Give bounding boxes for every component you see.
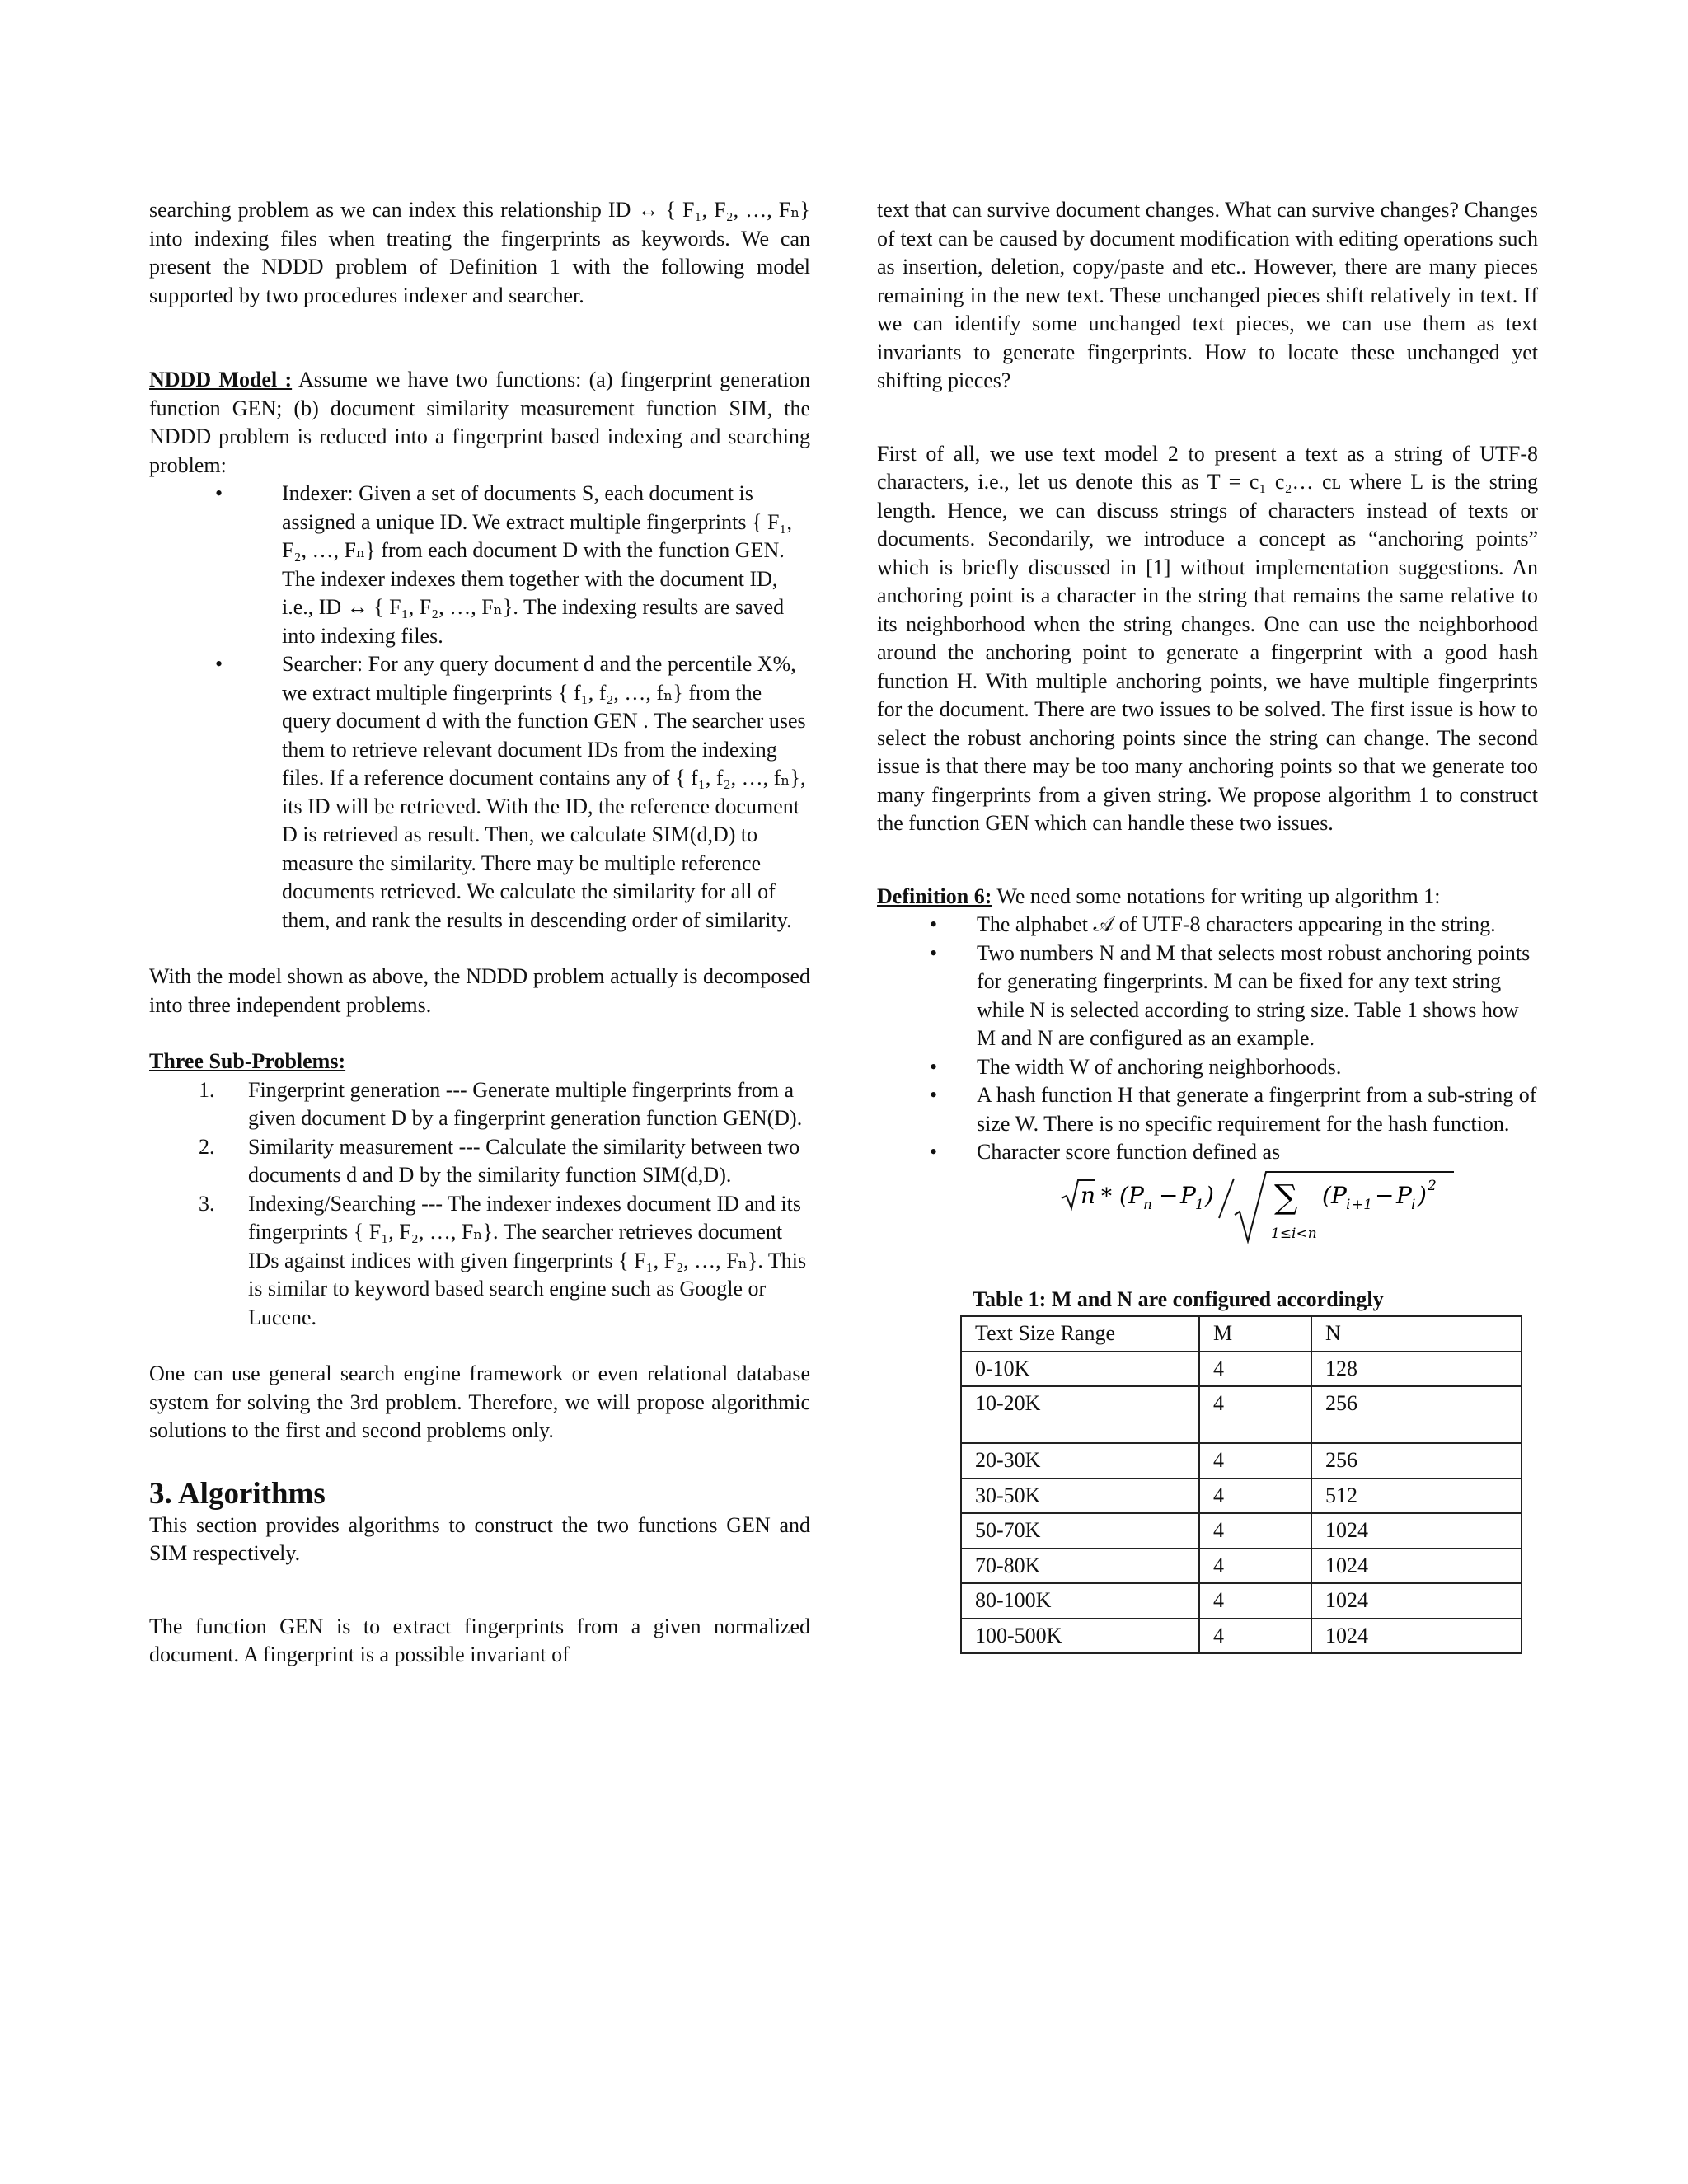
right-column <box>877 196 1538 1654</box>
table-cell: 512 <box>1311 1479 1522 1514</box>
table-title: Table 1: M and N are configured accordingly <box>973 1286 1384 1311</box>
table-cell: 70-80K <box>961 1549 1199 1584</box>
nddd-model-heading: NDDD Model : <box>149 368 293 391</box>
table-row <box>961 1443 1522 1479</box>
svg-text:P: P <box>1396 1181 1412 1209</box>
subproblem-text: Fingerprint generation --- Generate multiple fingerprints from a given document D by a fingerprint generation function GEN(D). <box>248 1077 803 1130</box>
indexer-bullet: • Indexer: Given a set of documents S, each document is assigned a unique ID. We extract multiple fingerprints { F₁, F₂, …, Fₙ} from each document D with the function GEN. The indexer indexes them together with the document ID, i.e., ID ↔ { F₁, F₂, …, Fₙ}. The indexing results are saved into indexing files. <box>149 480 810 650</box>
svg-text:*: * <box>1101 1183 1112 1209</box>
definition-paragraph <box>877 883 1538 912</box>
table-row <box>961 1619 1522 1654</box>
table-cell: 4 <box>1199 1513 1311 1549</box>
table-header-row <box>961 1316 1522 1352</box>
svg-text:1≤i<n: 1≤i<n <box>1271 1225 1317 1242</box>
table-cell: 50-70K <box>961 1513 1199 1549</box>
section-title: 3. Algorithms <box>149 1476 326 1511</box>
svg-text:P: P <box>1180 1181 1196 1209</box>
table-cell: 4 <box>1199 1619 1311 1654</box>
gen-intro-paragraph: The function GEN is to extract fingerprints from a given normalized document. A fingerprint is a possible invariant of <box>149 1614 810 1666</box>
svg-text:+1: +1 <box>1352 1196 1373 1213</box>
table-cell: 4 <box>1199 1352 1311 1387</box>
section-intro-paragraph: This section provides algorithms to construct the two functions GEN and SIM respectively. <box>149 1512 810 1565</box>
subproblem-item <box>149 1190 810 1333</box>
table-cell: 4 <box>1199 1479 1311 1514</box>
subproblem-text: Similarity measurement --- Calculate the similarity between two documents d and D by the similarity function SIM(d,D). <box>248 1134 800 1187</box>
table-cell: 256 <box>1311 1386 1522 1443</box>
subproblem-item <box>149 1076 810 1133</box>
svg-text:n: n <box>1081 1181 1096 1209</box>
subproblem-number: 2. <box>199 1134 215 1159</box>
table-header-cell: Text Size Range <box>961 1316 1199 1352</box>
subproblems-list <box>149 1076 810 1333</box>
svg-text:2: 2 <box>1428 1177 1437 1194</box>
model-summary-paragraph: With the model shown as above, the NDDD problem actually is decomposed into three independent problems. <box>149 964 810 1017</box>
table-cell: 20-30K <box>961 1443 1199 1479</box>
svg-text:): ) <box>1205 1181 1214 1209</box>
hash-bullet: • A hash function H that generate a fingerprint from a sub-string of size W. There is no specific requirement for the hash function. <box>877 1081 1538 1138</box>
table-cell: 80-100K <box>961 1583 1199 1619</box>
mn-config-table <box>960 1315 1522 1654</box>
svg-text:i: i <box>1346 1196 1351 1213</box>
table-cell: 30-50K <box>961 1479 1199 1514</box>
anchoring-paragraph: First of all, we use text model 2 to present a text as a string of UTF-8 characters, i.e., let us denote this as T = c₁ c₂… cʟ where L is the string length. Hence, we can discuss strings of characters instead of texts or documents. Secondarily, we introduce a concept as “anchoring points” which is briefly discussed in [1] without implementation suggestions. An anchoring point is a character in the string that remains the same relative to its neighborhood when the string changes. One can use the neighborhood around the anchoring point to generate a fingerprint with a good hash function H. With multiple anchoring points, we have multiple fingerprints for the document. There are two issues to be solved. The first issue is how to select the robust anchoring points since the string can change. The second issue is that there may be too many anchoring points so that we generate too many fingerprints from a given string. We propose algorithm 1 to construct the function GEN which can handle these two issues. <box>877 441 1538 835</box>
framework-paragraph: One can use general search engine framework or even relational database system for solving the 3rd problem. Therefore, we will propose algorithmic solutions to the first and second problems only. <box>149 1361 810 1442</box>
subproblem-number: 3. <box>199 1191 215 1216</box>
subproblem-item <box>149 1133 810 1190</box>
subproblems-heading: Three Sub-Problems: <box>149 1049 346 1073</box>
table-cell: 4 <box>1199 1386 1311 1443</box>
n-m-bullet: • Two numbers N and M that selects most robust anchoring points for generating fingerprints. M can be fixed for any text string while N is selected according to string size. Table 1 shows how M and N are configured as an example. <box>877 940 1538 1053</box>
model-bullet-list <box>149 480 810 935</box>
nddd-model-text: Assume we have two functions: (a) fingerprint generation function GEN; (b) document similarity measurement function SIM, the NDDD problem is reduced into a fingerprint based indexing and searching problem: <box>149 368 810 477</box>
svg-text:P: P <box>1331 1181 1347 1209</box>
definition-heading: Definition 6: <box>877 883 992 908</box>
table-header-cell: N <box>1311 1316 1522 1352</box>
alphabet-bullet: • The alphabet 𝒜 of UTF-8 characters appearing in the string. <box>877 911 1538 940</box>
svg-text:(: ( <box>1322 1181 1331 1209</box>
svg-text:n: n <box>1143 1196 1152 1213</box>
table-cell: 4 <box>1199 1443 1311 1479</box>
table-row <box>961 1352 1522 1387</box>
subproblem-text: Indexing/Searching --- The indexer indexes document ID and its fingerprints { F₁, F₂, …, Fₙ}. The searcher retrieves document IDs against indices with given fingerprints { F₁, F₂, …, Fₙ}. This is similar to keyword based search engine such as Google or Lucene. <box>248 1191 807 1329</box>
notation-bullet-list <box>877 911 1538 1167</box>
table-cell: 100-500K <box>961 1619 1199 1654</box>
table-cell: 1024 <box>1311 1583 1522 1619</box>
table-row <box>961 1583 1522 1619</box>
table-row <box>961 1549 1522 1584</box>
svg-text:1: 1 <box>1195 1196 1204 1213</box>
table-cell: 1024 <box>1311 1549 1522 1584</box>
table-cell: 4 <box>1199 1549 1311 1584</box>
svg-text:(: ( <box>1119 1181 1128 1209</box>
intro-paragraph: searching problem as we can index this relationship ID ↔ { F₁, F₂, …, Fₙ} into indexing files when treating the fingerprints as keywords. We can present the NDDD problem of Definition 1 with the following model supported by two procedures indexer and searcher. <box>149 198 810 307</box>
table-cell: 1024 <box>1311 1619 1522 1654</box>
subproblem-number: 1. <box>199 1077 215 1102</box>
table-header-cell: M <box>1199 1316 1311 1352</box>
definition-text: We need some notations for writing up algorithm 1: <box>996 883 1441 908</box>
score-formula <box>1058 1170 1538 1253</box>
table-cell: 1024 <box>1311 1513 1522 1549</box>
table-cell: 10-20K <box>961 1386 1199 1443</box>
svg-text:−: − <box>1159 1181 1179 1209</box>
table-cell: 0-10K <box>961 1352 1199 1387</box>
survive-paragraph: text that can survive document changes. What can survive changes? Changes of text can be caused by document modification with editing operations such as insertion, deletion, copy/paste and etc.. However, there are many pieces remaining in the new text. These unchanged pieces shift relatively in text. If we can identify some unchanged text pieces, we can use them as text invariants to generate fingerprints. How to locate these unchanged yet shifting pieces? <box>877 198 1538 392</box>
nddd-model-paragraph <box>149 366 810 480</box>
left-column <box>149 196 810 1670</box>
table-cell: 4 <box>1199 1583 1311 1619</box>
score-formula-graphic <box>1058 1170 1454 1253</box>
table-cell: 256 <box>1311 1443 1522 1479</box>
svg-text:P: P <box>1128 1181 1144 1209</box>
svg-text:): ) <box>1418 1181 1427 1209</box>
table-row <box>961 1479 1522 1514</box>
width-bullet: • The width W of anchoring neighborhoods. <box>877 1053 1538 1082</box>
table-row <box>961 1513 1522 1549</box>
svg-text:i: i <box>1411 1196 1416 1213</box>
svg-text:−: − <box>1375 1181 1395 1209</box>
score-function-bullet: • Character score function defined as <box>877 1138 1538 1167</box>
table-cell: 128 <box>1311 1352 1522 1387</box>
searcher-bullet: • Searcher: For any query document d and the percentile X%, we extract multiple fingerprints { f₁, f₂, …, fₙ} from the query document d with the function GEN . The searcher uses them to retrieve relevant document IDs from the indexing files. If a reference document contains any of { f₁, f₂, …, fₙ}, its ID will be retrieved. With the ID, the reference document D is retrieved as result. Then, we calculate SIM(d,D) to measure the similarity. There may be multiple reference documents retrieved. We calculate the similarity for all of them, and rank the results in descending order of similarity. <box>149 650 810 935</box>
svg-text:∑: ∑ <box>1274 1178 1298 1216</box>
table-row <box>961 1386 1522 1443</box>
